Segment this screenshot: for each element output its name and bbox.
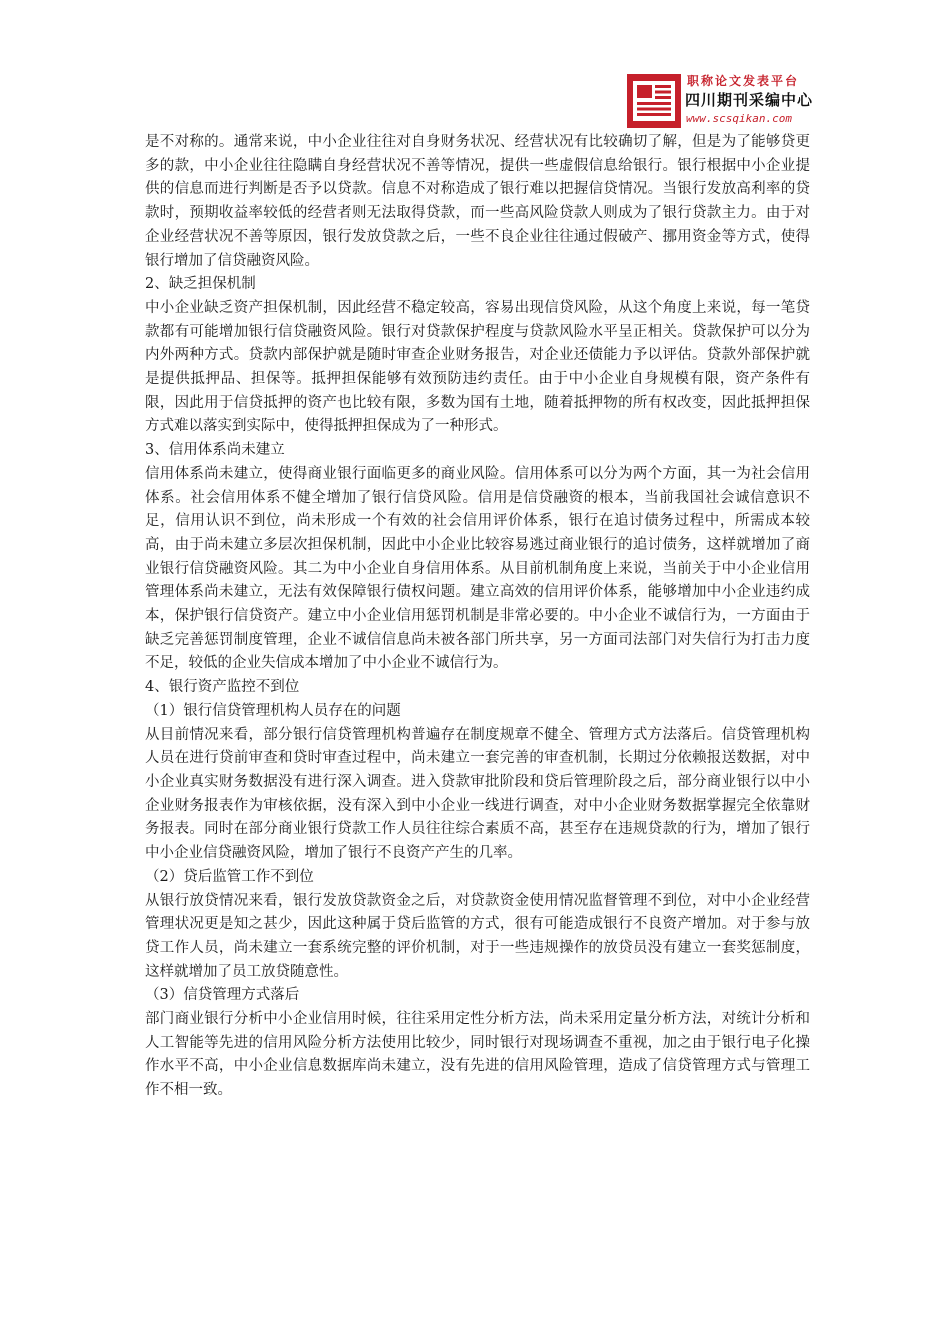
section-heading: 4、银行资产监控不到位 [145, 679, 300, 696]
logo-name: 四川期刊采编中心 [685, 91, 814, 109]
body-paragraph: 是不对称的。通常来说，中小企业往往对自身财务状况、经营状况有比较确切了解，但是为了能够贷更多的款，中小企业往往隐瞒自身经营状况不善等情况，提供一些虚假信息给银行。银行根据中小企业提供的信息而进行判断是否予以贷款。信息不对称造成了银行难以把握信贷情况。当银行发放高利率的贷款时，预期收益率较低的经营者则无法取得贷款，而一些高风险贷款人则成为了银行贷款主力。由于对企业经营状况不善等原因，银行发放贷款之后，一些不良企业往往通过假破产、挪用资金等方式，使得银行增加了信贷融资风险。 [145, 134, 810, 269]
body-paragraph: 中小企业缺乏资产担保机制，因此经营不稳定较高，容易出现信贷风险，从这个角度上来说，每一笔贷款都有可能增加银行信贷融资风险。银行对贷款保护程度与贷款风险水平呈正相关。贷款保护可以分为内外两种方式。贷款内部保护就是随时审查企业财务报告，对企业还债能力予以评估。贷款外部保护就是提供抵押品、担保等。抵押担保能够有效预防违约责任。由于中小企业自身规模有限，资产条件有限，因此用于信贷抵押的资产也比较有限，多数为国有土地，随着抵押物的所有权改变，因此抵押担保方式难以落实到实际中，使得抵押担保成为了一种形式。 [145, 299, 810, 435]
article-body [145, 131, 810, 1103]
body-paragraph: 信用体系尚未建立，使得商业银行面临更多的商业风险。信用体系可以分为两个方面，其一为社会信用体系。社会信用体系不健全增加了银行信贷风险。信用是信贷融资的根本，当前我国社会诚信意识不足，信用认识不到位，尚未形成一个有效的社会信用评价体系，银行在追讨债务过程中，所需成本较高，由于尚未建立多层次担保机制，因此中小企业比较容易逃过商业银行的追讨债务，这样就增加了商业银行信贷融资风险。其二为中小企业自身信用体系。从目前机制角度上来说，当前关于中小企业信用管理体系尚未建立，无法有效保障银行债权问题。建立高效的信用评价体系，能够增加中小企业违约成本，保护银行信贷资产。建立中小企业信用惩罚机制是非常必要的。中小企业不诚信行为，一方面由于缺乏完善惩罚制度管理，企业不诚信信息尚未被各部门所共享，另一方面司法部门对失信行为打击力度不足，较低的企业失信成本增加了中小企业不诚信行为。 [145, 465, 810, 672]
subsection-heading: （2）贷后监管工作不到位 [145, 868, 314, 885]
logo-url[interactable]: www.scsqikan.com [686, 112, 792, 125]
body-paragraph: 从银行放贷情况来看，银行发放贷款资金之后，对贷款资金使用情况监督管理不到位，对中小企业经营管理状况更是知之甚少，因此这种属于贷后监管的方式，很有可能造成银行不良资产增加。对于参与放贷工作人员，尚未建立一套系统完整的评价机制，对于一些违规操作的放贷员没有建立一套奖惩制度，这样就增加了员工放贷随意性。 [145, 892, 810, 980]
body-paragraph: 部门商业银行分析中小企业信用时候，往往采用定性分析方法，尚未采用定量分析方法，对统计分析和人工智能等先进的信用风险分析方法使用比较少，同时银行对现场调查不重视，加之由于银行电子化操作水平不高，中小企业信息数据库尚未建立，没有先进的信用风险管理，造成了信贷管理方式与管理工作不相一致。 [145, 1011, 810, 1099]
section-heading: 2、缺乏担保机制 [145, 276, 256, 293]
subsection-heading: （3）信贷管理方式落后 [145, 987, 300, 1004]
body-paragraph: 从目前情况来看，部分银行信贷管理机构普遍存在制度规章不健全、管理方式方法落后。信贷管理机构人员在进行贷前审查和贷时审查过程中，尚未建立一套完善的审查机制，长期过分依赖报送数据，对中小企业真实财务数据没有进行深入调查。进入贷款审批阶段和贷后管理阶段之后，部分商业银行以中小企业财务报表作为审核依据，没有深入到中小企业一线进行调查，对中小企业财务数据掌握完全依靠财务报表。同时在部分商业银行贷款工作人员往往综合素质不高，甚至存在违规贷款的行为，增加了银行中小企业信贷融资风险，增加了银行不良资产产生的几率。 [145, 726, 810, 862]
logo-tagline: 职称论文发表平台 [687, 74, 800, 88]
newspaper-icon [627, 74, 681, 128]
subsection-heading: （1）银行信贷管理机构人员存在的问题 [145, 702, 401, 719]
section-heading: 3、信用体系尚未建立 [145, 442, 285, 459]
publisher-logo[interactable] [627, 72, 817, 130]
